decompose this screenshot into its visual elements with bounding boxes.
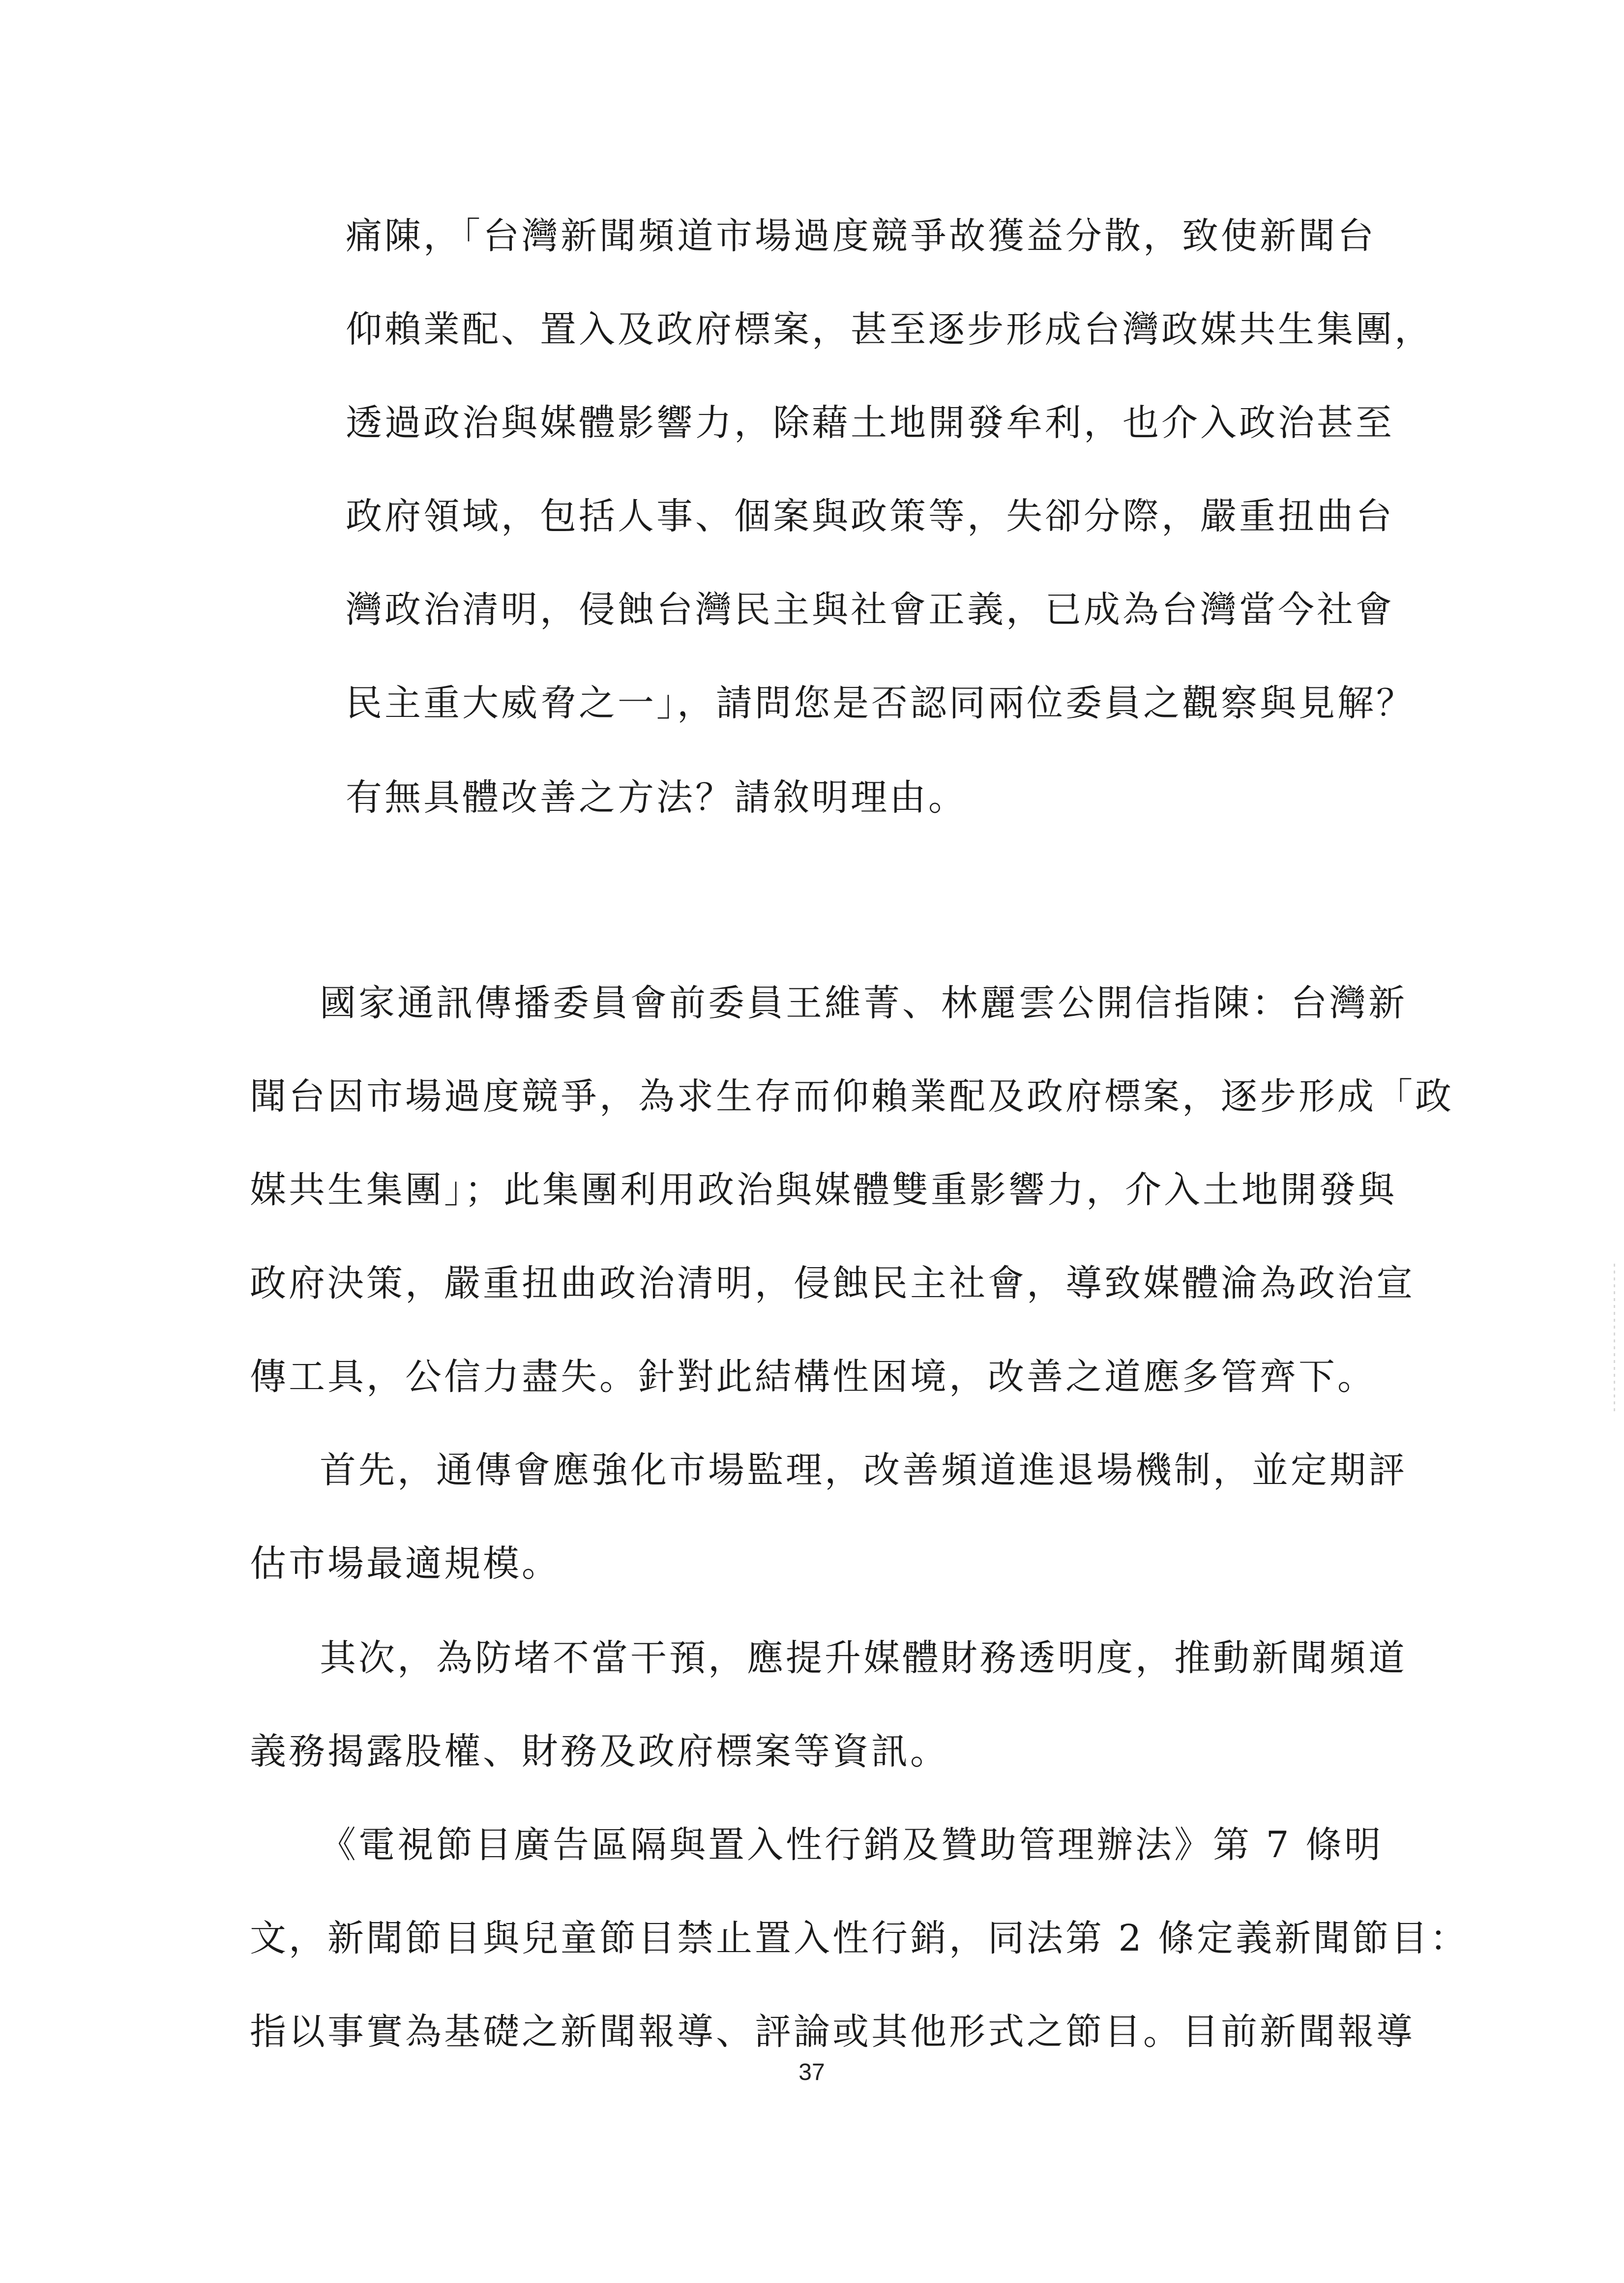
answer-line: 傳工具，公信力盡失。針對此結構性困境，改善之道應多管齊下。 <box>250 1356 1376 1398</box>
answer-paragraph-start: 《電視節目廣告區隔與置入性行銷及贊助管理辦法》第 7 條明 <box>320 1824 1384 1866</box>
answer-line: 媒共生集團」；此集團利用政治與媒體雙重影響力，介入土地開發與 <box>250 1169 1397 1211</box>
quote-line: 痛陳，「台灣新聞頻道市場過度競爭故獲益分散，致使新聞台 <box>346 215 1376 257</box>
answer-line: 聞台因市場過度競爭，為求生存而仰賴業配及政府標案，逐步形成「政 <box>250 1075 1454 1118</box>
answer-paragraph-start: 國家通訊傳播委員會前委員王維菁、林麗雲公開信指陳：台灣新 <box>320 982 1407 1024</box>
quote-line: 透過政治與媒體影響力，除藉土地開發牟利，也介入政治甚至 <box>346 402 1394 444</box>
answer-line: 文，新聞節目與兒童節目禁止置入性行銷，同法第 2 條定義新聞節目： <box>250 1917 1469 1959</box>
answer-line: 指以事實為基礎之新聞報導、評論或其他形式之節目。目前新聞報導 <box>250 2011 1415 2053</box>
quote-line: 仰賴業配、置入及政府標案，甚至逐步形成台灣政媒共生集團， <box>346 308 1433 351</box>
quote-line: 有無具體改善之方法？請敘明理由。 <box>346 776 967 819</box>
scan-margin-mark <box>1614 1264 1615 1411</box>
answer-paragraph-start: 首先，通傳會應強化市場監理，改善頻道進退場機制，並定期評 <box>320 1449 1407 1491</box>
quote-line: 灣政治清明，侵蝕台灣民主與社會正義，已成為台灣當今社會 <box>346 589 1394 631</box>
answer-line: 估市場最適規模。 <box>250 1542 561 1585</box>
answer-paragraph-start: 其次，為防堵不當干預，應提升媒體財務透明度，推動新聞頻道 <box>320 1637 1407 1679</box>
answer-line: 義務揭露股權、財務及政府標案等資訊。 <box>250 1730 949 1773</box>
page-number: 37 <box>798 2059 825 2085</box>
quote-line: 政府領域，包括人事、個案與政策等，失卻分際，嚴重扭曲台 <box>346 495 1394 537</box>
answer-line: 政府決策，嚴重扭曲政治清明，侵蝕民主社會，導致媒體淪為政治宣 <box>250 1262 1415 1305</box>
quote-line: 民主重大威脅之一」，請問您是否認同兩位委員之觀察與見解？ <box>346 682 1415 724</box>
